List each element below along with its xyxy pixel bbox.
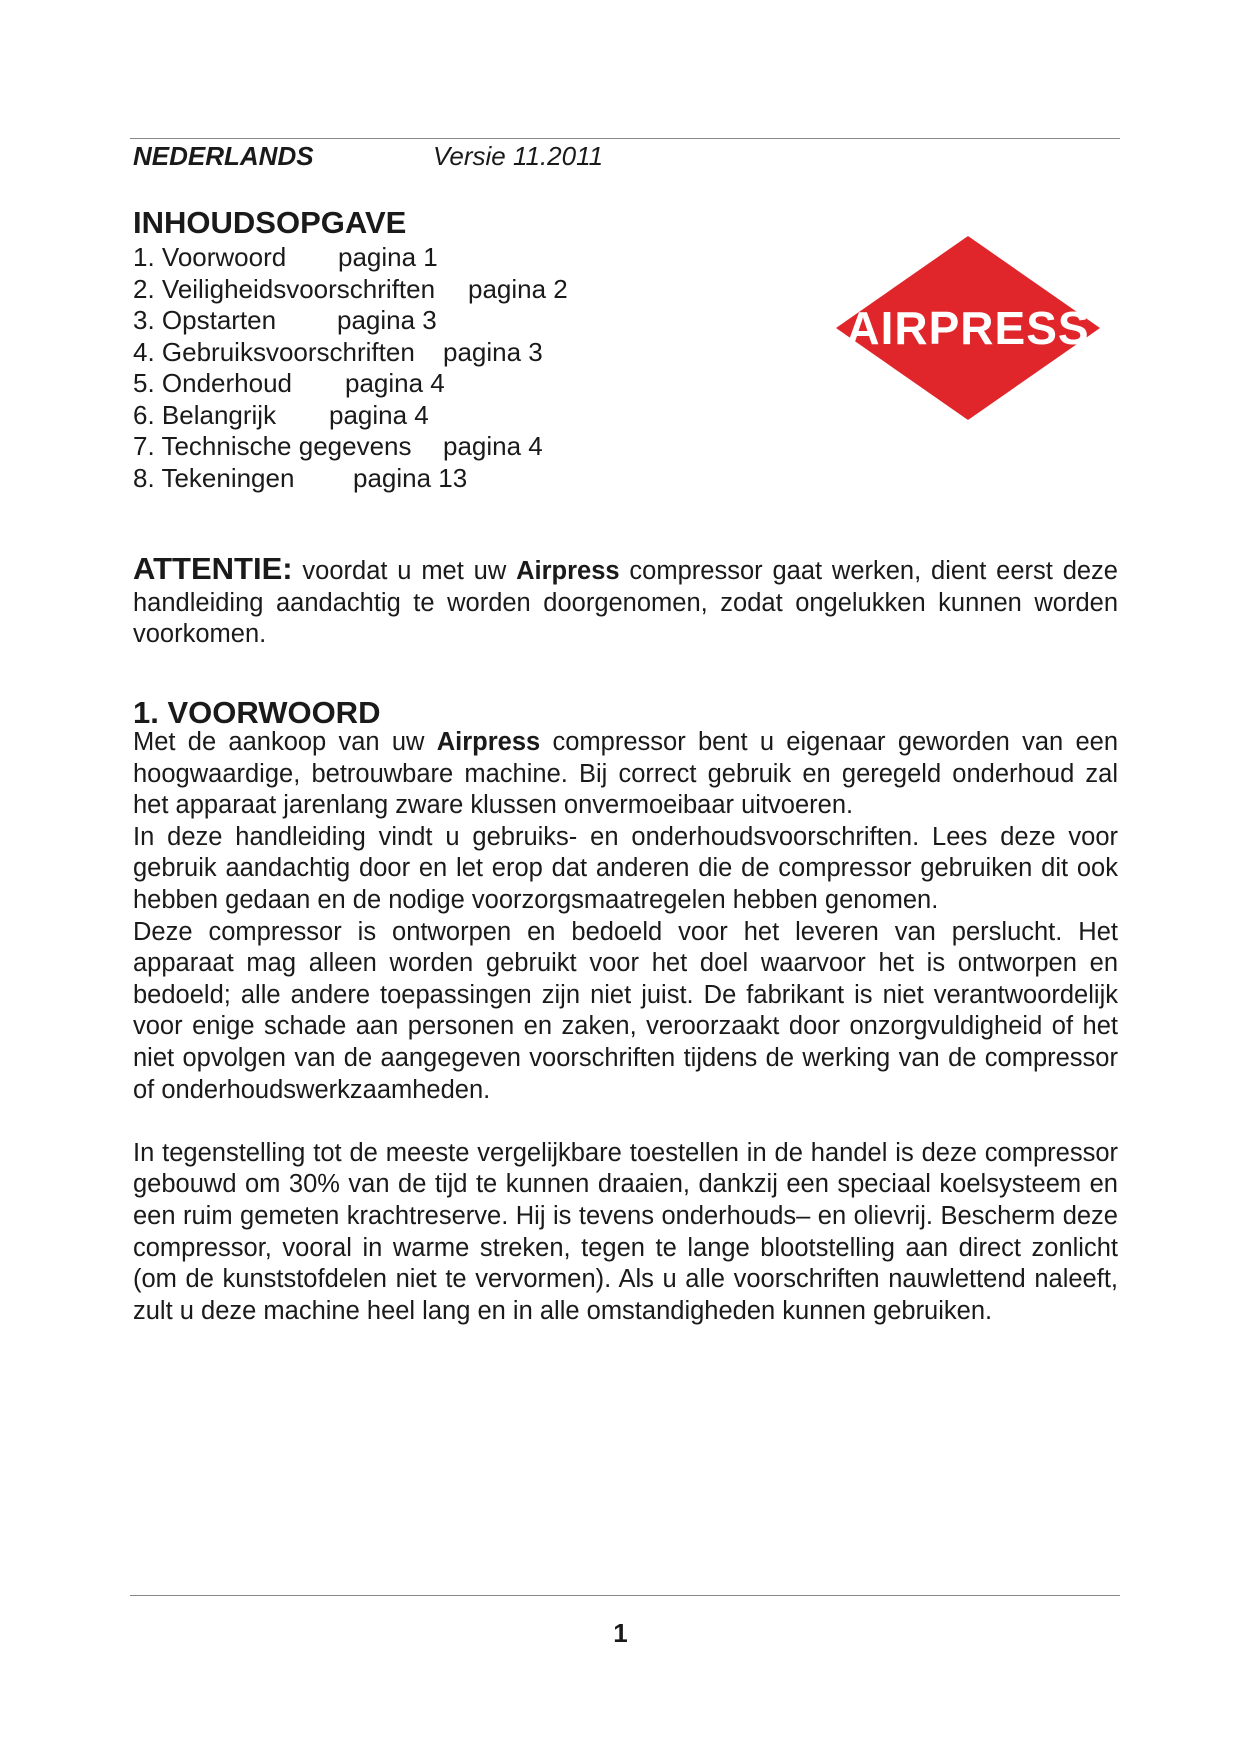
section-title-voorwoord: 1. VOORWOORD xyxy=(133,695,381,730)
toc-title: INHOUDSOPGAVE xyxy=(133,205,407,240)
toc-item-page: pagina 4 xyxy=(329,399,429,430)
foreword-p1-brand: Airpress xyxy=(436,728,541,756)
header-rule xyxy=(130,138,1120,139)
toc-item-page: pagina 1 xyxy=(338,242,438,272)
logo-text: AIRPRESS xyxy=(846,302,1090,354)
toc-item-label: 7. Technische gegevens xyxy=(133,431,412,461)
toc-item-page: pagina 3 xyxy=(443,336,543,367)
toc-item-page: pagina 3 xyxy=(337,305,437,335)
toc-item-page: pagina 4 xyxy=(443,431,543,461)
toc-item-label: 5. Onderhoud xyxy=(133,368,293,398)
toc-item-label: 6. Belangrijk xyxy=(133,399,277,430)
version-label: Versie 11.2011 xyxy=(433,141,604,171)
attention-notice xyxy=(133,553,1118,651)
attention-text-start: voordat u met uw xyxy=(292,557,517,585)
toc-item-label: 3. Opstarten xyxy=(133,305,277,335)
attention-brand: Airpress xyxy=(516,557,620,585)
attention-text-end: compressor gaat werken, dient eerst deze handleiding aandachtig te worden doorgenomen, zodat ongelukken kunnen worden voorkomen. xyxy=(133,557,1118,649)
toc-item-label: 8. Tekeningen xyxy=(133,462,295,493)
foreword-paragraph: In tegenstelling tot de meeste vergelijkbare toestellen in de handel is deze compressor gebouwd om 30% van de tijd te kunnen draaien, dankzij een speciaal koelsysteem en een ruim gemeten krachtreserve. Hij is tevens onderhouds– en olievrij. Bescherm deze compressor, vooral in warme streken, tegen te lange blootstelling aan direct zonlicht (om de kunststofdelen niet te vervormen). Als u alle voorschriften nauwlettend naleeft, zult u deze machine heel lang en in alle omstandigheden kunnen gebruiken. xyxy=(133,1138,1118,1325)
toc-item-page: pagina 2 xyxy=(468,273,568,304)
foreword-body xyxy=(133,727,1118,1327)
foreword-p1-start: Met de aankoop van uw xyxy=(133,728,437,756)
attention-label: ATTENTIE: xyxy=(133,551,293,586)
toc-item-page: pagina 13 xyxy=(353,462,468,493)
foreword-paragraph: In deze handleiding vindt u gebruiks- en onderhoudsvoorschriften. Lees deze voor gebruik aandachtig door en let erop dat anderen die de compressor gebruiken dit ook hebben gedaan en de nodige voorzorgsmaatregelen hebben genomen. xyxy=(133,822,1118,914)
language-label: NEDERLANDS xyxy=(133,141,314,171)
footer-rule xyxy=(130,1595,1120,1596)
page-number: 1 xyxy=(613,1618,628,1648)
toc-item-page: pagina 4 xyxy=(345,368,445,398)
foreword-paragraph xyxy=(133,727,1118,822)
airpress-logo xyxy=(832,232,1104,424)
foreword-p1-end: compressor bent u eigenaar geworden van een hoogwaardige, betrouwbare machine. Bij correct gebruik en geregeld onderhoud zal het apparaat jarenlang zware klussen onvermoeibaar uitvoeren. xyxy=(133,728,1118,820)
toc-item-label: 2. Veiligheidsvoorschriften xyxy=(133,273,436,304)
foreword-paragraph: Deze compressor is ontworpen en bedoeld voor het leveren van perslucht. Het apparaat mag alleen worden gebruikt voor het doel waarvoor het is ontworpen en bedoeld; alle andere toepassingen zijn niet juist. De fabrikant is niet verantwoordelijk voor enige schade aan personen en zaken, veroorzaakt door onzorgvuldigheid of het niet opvolgen van de aangegeven voorschriften tijdens de werking van de compressor of onderhoudswerkzaamheden. xyxy=(133,917,1118,1104)
toc-item-label: 1. Voorwoord xyxy=(133,242,287,272)
toc-item-label: 4. Gebruiksvoorschriften xyxy=(133,336,415,367)
